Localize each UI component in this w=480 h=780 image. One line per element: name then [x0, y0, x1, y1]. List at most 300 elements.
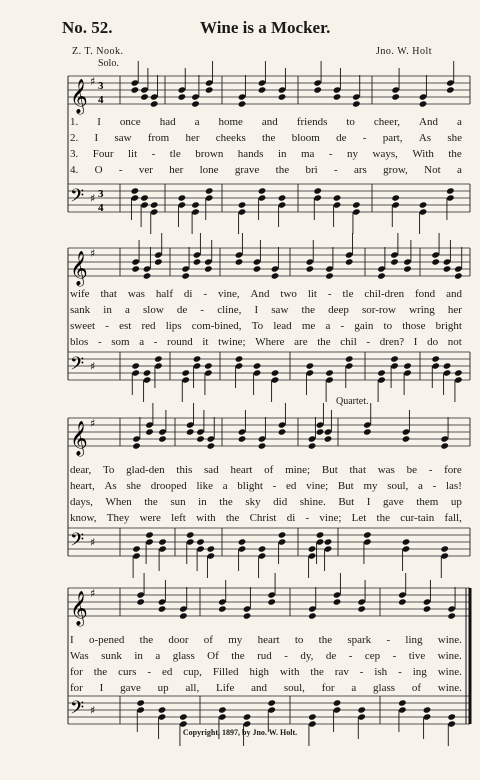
- lyric-word: ed: [161, 666, 173, 678]
- note-head: [271, 272, 280, 279]
- lyric-word: with: [279, 666, 300, 678]
- lyric-word: did: [273, 496, 288, 508]
- note-head: [136, 598, 145, 605]
- lyric-word: glass: [373, 682, 396, 694]
- note-head: [258, 187, 267, 194]
- lyric-word: a: [124, 304, 130, 316]
- note-head: [423, 605, 432, 612]
- lyric-word: -: [153, 336, 158, 348]
- note-head: [324, 538, 333, 545]
- lyric-line: [70, 146, 462, 162]
- lyric-word: the: [301, 304, 315, 316]
- note-head: [181, 272, 190, 279]
- lyric-word: rud: [257, 650, 272, 662]
- lyric-word: -: [284, 650, 288, 662]
- note-head: [390, 355, 399, 362]
- lyric-word: 4.: [70, 164, 79, 176]
- lyric-word: curs: [118, 666, 137, 678]
- lyric-word: As: [104, 480, 117, 492]
- note-head: [308, 713, 317, 720]
- note-head: [193, 258, 202, 265]
- lyric-word: vine;: [319, 512, 342, 524]
- lyric-word: 2.: [70, 132, 79, 144]
- lyric-word: shine.: [299, 496, 326, 508]
- hymn-number: No. 52.: [62, 18, 113, 37]
- lyric-word: days,: [70, 496, 93, 508]
- lyric-word: But: [337, 480, 354, 492]
- note-head: [132, 442, 141, 449]
- note-head: [278, 531, 287, 538]
- lyric-word: left: [171, 512, 186, 524]
- note-head: [391, 194, 400, 201]
- note-head: [178, 93, 187, 100]
- note-head: [131, 362, 140, 369]
- note-head: [267, 699, 276, 706]
- lyric-word: lit: [127, 148, 138, 160]
- note-head: [440, 442, 449, 449]
- note-head: [333, 194, 342, 201]
- lyric-word: the: [139, 634, 154, 646]
- note-head: [446, 86, 455, 93]
- lyric-word: -: [200, 304, 205, 316]
- words-credit: Z. T. Nook.: [72, 46, 124, 57]
- lyric-word: lit: [307, 288, 317, 300]
- note-head: [403, 362, 412, 369]
- lyric-word: not: [447, 336, 462, 348]
- note-head: [443, 362, 452, 369]
- lyric-word: ed: [286, 480, 297, 492]
- lyric-line: [70, 664, 462, 680]
- note-head: [390, 258, 399, 265]
- lyric-word: home: [218, 116, 243, 128]
- lyric-word: gave: [120, 682, 141, 694]
- lyric-word: a: [139, 336, 145, 348]
- lyric-word: de: [176, 304, 188, 316]
- note-head: [419, 100, 428, 107]
- lyric-word: dy,: [300, 650, 314, 662]
- note-head: [313, 187, 322, 194]
- lyric-word: are: [294, 336, 308, 348]
- lyric-word: was: [377, 464, 395, 476]
- lyric-word: -: [366, 336, 371, 348]
- lyric-word: lead: [273, 320, 292, 332]
- lyric-word: -: [97, 336, 102, 348]
- note-head: [398, 598, 407, 605]
- lyric-word: in: [134, 650, 143, 662]
- note-head: [181, 369, 190, 376]
- lyric-word: me: [301, 320, 316, 332]
- lyric-word: I: [413, 336, 418, 348]
- lyric-word: sun: [170, 496, 186, 508]
- lyric-word: -: [359, 666, 364, 678]
- lyric-word: ars: [354, 164, 367, 176]
- note-head: [398, 699, 407, 706]
- lyric-word: wine.: [437, 634, 462, 646]
- lyric-word: a: [351, 682, 357, 694]
- note-head: [308, 545, 317, 552]
- sharp-sign: ♯: [90, 192, 96, 205]
- lyric-line: [70, 130, 462, 146]
- lyric-word: I: [99, 682, 104, 694]
- lyric-word: fore: [444, 464, 462, 476]
- lyric-word: vine,: [217, 288, 240, 300]
- lyric-word: -: [272, 480, 277, 492]
- lyric-word: the: [93, 666, 108, 678]
- lyric-word: those: [402, 320, 426, 332]
- lyric-word: I: [366, 496, 371, 508]
- note-head: [377, 369, 386, 376]
- sharp-sign: ♯: [90, 417, 96, 430]
- note-head: [333, 598, 342, 605]
- note-head: [278, 194, 287, 201]
- lyric-word: drooped: [150, 480, 187, 492]
- lyric-word: that: [349, 464, 366, 476]
- note-head: [454, 369, 463, 376]
- note-head: [306, 265, 315, 272]
- lyric-word: her: [169, 164, 184, 176]
- lyric-word: from: [147, 132, 170, 144]
- note-head: [131, 86, 140, 93]
- note-head: [357, 706, 366, 713]
- lyric-word: a: [155, 650, 161, 662]
- lyric-word: -: [147, 666, 152, 678]
- lyric-word: -: [398, 666, 402, 678]
- lyric-word: hands: [237, 148, 264, 160]
- note-head: [447, 612, 456, 619]
- note-head: [316, 428, 325, 435]
- lyric-word: soul,: [283, 682, 305, 694]
- lyric-word: cheer,: [373, 116, 401, 128]
- lyric-word: Filled: [212, 666, 239, 678]
- lyric-word: wife: [70, 288, 90, 300]
- lyric-word: sweet: [70, 320, 96, 332]
- lyric-word: com-bined,: [191, 320, 242, 332]
- note-head: [345, 258, 354, 265]
- lyric-word: lips: [165, 320, 182, 332]
- note-head: [267, 598, 276, 605]
- note-head: [447, 713, 456, 720]
- lyric-word: ny: [347, 148, 359, 160]
- note-head: [238, 201, 247, 208]
- note-head: [145, 428, 154, 435]
- lyric-word: -: [432, 480, 437, 492]
- lyric-word: 3.: [70, 148, 79, 160]
- lyric-word: -: [362, 132, 367, 144]
- lyric-word: with: [196, 512, 216, 524]
- time-signature: 3: [98, 80, 104, 92]
- lyric-word: est: [119, 320, 132, 332]
- lyric-word: Not: [424, 164, 441, 176]
- lyric-word: mine;: [285, 464, 311, 476]
- lyric-word: half: [155, 288, 173, 300]
- lyric-word: for: [70, 682, 83, 694]
- lyric-word: of: [264, 464, 274, 476]
- lyric-word: do: [427, 336, 439, 348]
- lyric-word: -: [203, 288, 208, 300]
- lyric-word: -: [118, 164, 123, 176]
- lyric-word: sad: [204, 464, 219, 476]
- lyric-word: -: [392, 650, 397, 662]
- lyric-line: [70, 632, 462, 648]
- lyric-word: I: [70, 634, 74, 646]
- lyric-word: de: [336, 132, 347, 144]
- lyric-word: a: [418, 480, 423, 492]
- bass-clef: 𝄢: [70, 530, 85, 555]
- lyric-word: to: [346, 116, 355, 128]
- lyric-word: up: [157, 682, 169, 694]
- note-head: [333, 93, 342, 100]
- note-head: [136, 699, 145, 706]
- note-head: [143, 272, 152, 279]
- lyric-word: deep: [328, 304, 349, 316]
- lyric-word: the: [231, 650, 245, 662]
- lyric-word: To: [102, 464, 115, 476]
- lyric-word: ways,: [372, 148, 398, 160]
- sharp-sign: ♯: [90, 536, 96, 549]
- lyric-word: the: [225, 512, 240, 524]
- lyric-word: Was: [70, 650, 89, 662]
- lyric-word: a: [456, 164, 462, 176]
- lyric-word: for: [321, 682, 335, 694]
- lyric-word: di: [286, 512, 296, 524]
- lyric-word: she: [447, 132, 462, 144]
- lyric-word: But: [338, 496, 355, 508]
- lyric-word: the: [275, 164, 290, 176]
- lyric-word: blos: [70, 336, 89, 348]
- lyric-word: ish: [374, 666, 388, 678]
- note-head: [258, 545, 267, 552]
- lyric-word: part,: [382, 132, 403, 144]
- note-head: [352, 201, 361, 208]
- lyric-line: [70, 648, 462, 664]
- lyric-word: were: [139, 512, 161, 524]
- lyric-word: tle: [342, 288, 354, 300]
- lyric-word: and: [446, 288, 462, 300]
- lyric-word: som: [111, 336, 130, 348]
- note-head: [235, 355, 244, 362]
- note-head: [306, 362, 315, 369]
- lyric-line: [70, 334, 462, 350]
- bass-clef: 𝄢: [70, 354, 85, 379]
- lyric-word: lone: [199, 164, 219, 176]
- lyric-word: know,: [70, 512, 97, 524]
- note-head: [431, 355, 440, 362]
- hymn-title: Wine is a Mocker.: [200, 18, 331, 37]
- note-head: [243, 713, 252, 720]
- lyric-word: I: [94, 132, 99, 144]
- note-head: [131, 187, 140, 194]
- note-head: [193, 355, 202, 362]
- note-head: [363, 531, 372, 538]
- note-head: [431, 258, 440, 265]
- note-head: [196, 538, 205, 545]
- note-head: [154, 355, 163, 362]
- lyric-line: [70, 494, 462, 510]
- lyric-word: slow: [143, 304, 164, 316]
- lyric-word: -: [151, 148, 156, 160]
- lyric-word: them: [416, 496, 439, 508]
- lyric-word: it: [202, 336, 209, 348]
- lyric-word: Christ: [249, 512, 277, 524]
- lyric-word: heart: [230, 464, 253, 476]
- note-head: [440, 545, 449, 552]
- treble-clef: 𝄞: [70, 421, 88, 456]
- lyric-line: [70, 462, 462, 478]
- lyric-word: her: [447, 304, 462, 316]
- lyric-word: soul,: [387, 480, 409, 492]
- lyric-word: glad-den: [126, 464, 165, 476]
- lyric-word: like: [196, 480, 213, 492]
- note-head: [179, 612, 188, 619]
- lyric-word: that: [100, 288, 117, 300]
- lyric-word: wine.: [437, 666, 462, 678]
- lyric-word: -: [305, 512, 310, 524]
- note-head: [363, 428, 372, 435]
- note-head: [150, 201, 159, 208]
- lyric-word: spark: [347, 634, 372, 646]
- lyric-word: sor-row: [361, 304, 396, 316]
- lyric-word: tle: [169, 148, 181, 160]
- note-head: [186, 428, 195, 435]
- lyric-word: grave: [234, 164, 260, 176]
- note-head: [204, 362, 213, 369]
- note-head: [158, 435, 167, 442]
- note-head: [218, 605, 227, 612]
- lyric-word: bright: [435, 320, 462, 332]
- lyric-word: my: [228, 634, 243, 646]
- lyric-word: fall,: [444, 512, 462, 524]
- lyric-word: round: [167, 336, 193, 348]
- lyric-word: and: [261, 116, 278, 128]
- lyric-word: the: [219, 496, 233, 508]
- note-head: [158, 605, 167, 612]
- lyric-word: sank: [70, 304, 91, 316]
- lyric-word: -: [105, 320, 109, 332]
- lyric-word: a: [325, 320, 331, 332]
- lyric-word: a: [457, 116, 462, 128]
- note-head: [377, 272, 386, 279]
- note-head: [150, 100, 159, 107]
- lyric-word: Life: [216, 682, 235, 694]
- note-head: [158, 538, 167, 545]
- lyric-word: twine;: [218, 336, 246, 348]
- note-head: [191, 201, 200, 208]
- lyric-word: And: [250, 288, 270, 300]
- note-head: [235, 258, 244, 265]
- lyric-word: sunk: [101, 650, 122, 662]
- time-signature: 3: [98, 188, 104, 200]
- lyric-word: red: [141, 320, 156, 332]
- lyric-word: When: [105, 496, 132, 508]
- lyric-word: They: [106, 512, 130, 524]
- sharp-sign: ♯: [90, 704, 96, 717]
- quartet-label: Quartet.: [336, 396, 369, 407]
- lyric-word: heart,: [70, 480, 95, 492]
- note-head: [308, 612, 317, 619]
- lyric-word: of: [411, 682, 421, 694]
- lyric-word: she: [126, 480, 142, 492]
- lyric-word: 1.: [70, 116, 79, 128]
- note-head: [278, 93, 287, 100]
- note-head: [186, 531, 195, 538]
- lyric-word: ver: [138, 164, 153, 176]
- note-head: [402, 538, 411, 545]
- lyric-line: [70, 286, 462, 302]
- lyric-word: the: [317, 336, 331, 348]
- lyric-word: Let: [351, 512, 367, 524]
- lyric-word: dren?: [379, 336, 405, 348]
- lyric-word: chil-dren: [364, 288, 405, 300]
- lyric-word: the: [144, 496, 158, 508]
- lyric-word: a: [194, 116, 200, 128]
- lyric-word: bri: [305, 164, 318, 176]
- lyric-word: With: [412, 148, 434, 160]
- lyric-word: two: [280, 288, 297, 300]
- lyric-word: the: [262, 132, 276, 144]
- lyric-word: cline,: [217, 304, 242, 316]
- lyric-word: -: [327, 288, 332, 300]
- lyric-line: [70, 510, 462, 526]
- lyric-word: the: [376, 512, 390, 524]
- note-head: [158, 706, 167, 713]
- lyric-word: Where: [255, 336, 285, 348]
- treble-clef: 𝄞: [70, 591, 88, 626]
- bass-clef: 𝄢: [70, 186, 85, 211]
- time-signature: 4: [98, 94, 104, 106]
- note-head: [253, 362, 262, 369]
- note-head: [278, 428, 287, 435]
- lyric-word: gain: [354, 320, 374, 332]
- note-head: [207, 545, 216, 552]
- lyric-word: rav: [334, 666, 349, 678]
- lyric-word: And: [419, 116, 438, 128]
- lyric-word: and: [251, 682, 268, 694]
- lyric-word: blight: [237, 480, 263, 492]
- lyric-word: ing: [412, 666, 427, 678]
- lyric-word: fond: [414, 288, 436, 300]
- sharp-sign: ♯: [90, 587, 96, 600]
- note-head: [345, 355, 354, 362]
- note-head: [308, 442, 317, 449]
- sharp-sign: ♯: [90, 360, 96, 373]
- note-head: [243, 612, 252, 619]
- sharp-sign: ♯: [90, 75, 96, 88]
- lyric-word: -: [334, 164, 338, 176]
- lyric-word: cur-tain: [400, 512, 435, 524]
- lyric-word: o-pened: [88, 634, 125, 646]
- lyric-word: a: [222, 480, 228, 492]
- lyric-word: for: [70, 666, 83, 678]
- note-head: [131, 265, 140, 272]
- note-head: [145, 531, 154, 538]
- lyric-word: my: [363, 480, 378, 492]
- note-head: [191, 100, 200, 107]
- lyric-word: -: [348, 650, 353, 662]
- lyric-word: the: [448, 148, 462, 160]
- lyric-line: [70, 114, 462, 130]
- lyric-word: But: [321, 464, 338, 476]
- lyric-word: O: [94, 164, 103, 176]
- note-head: [271, 369, 280, 376]
- lyric-word: bloom: [291, 132, 320, 144]
- note-head: [391, 93, 400, 100]
- lyric-word: had: [159, 116, 176, 128]
- lyric-word: tive: [408, 650, 426, 662]
- lyric-word: all,: [185, 682, 200, 694]
- lyric-word: di: [183, 288, 193, 300]
- lyric-line: [70, 478, 462, 494]
- lyric-word: heart: [257, 634, 280, 646]
